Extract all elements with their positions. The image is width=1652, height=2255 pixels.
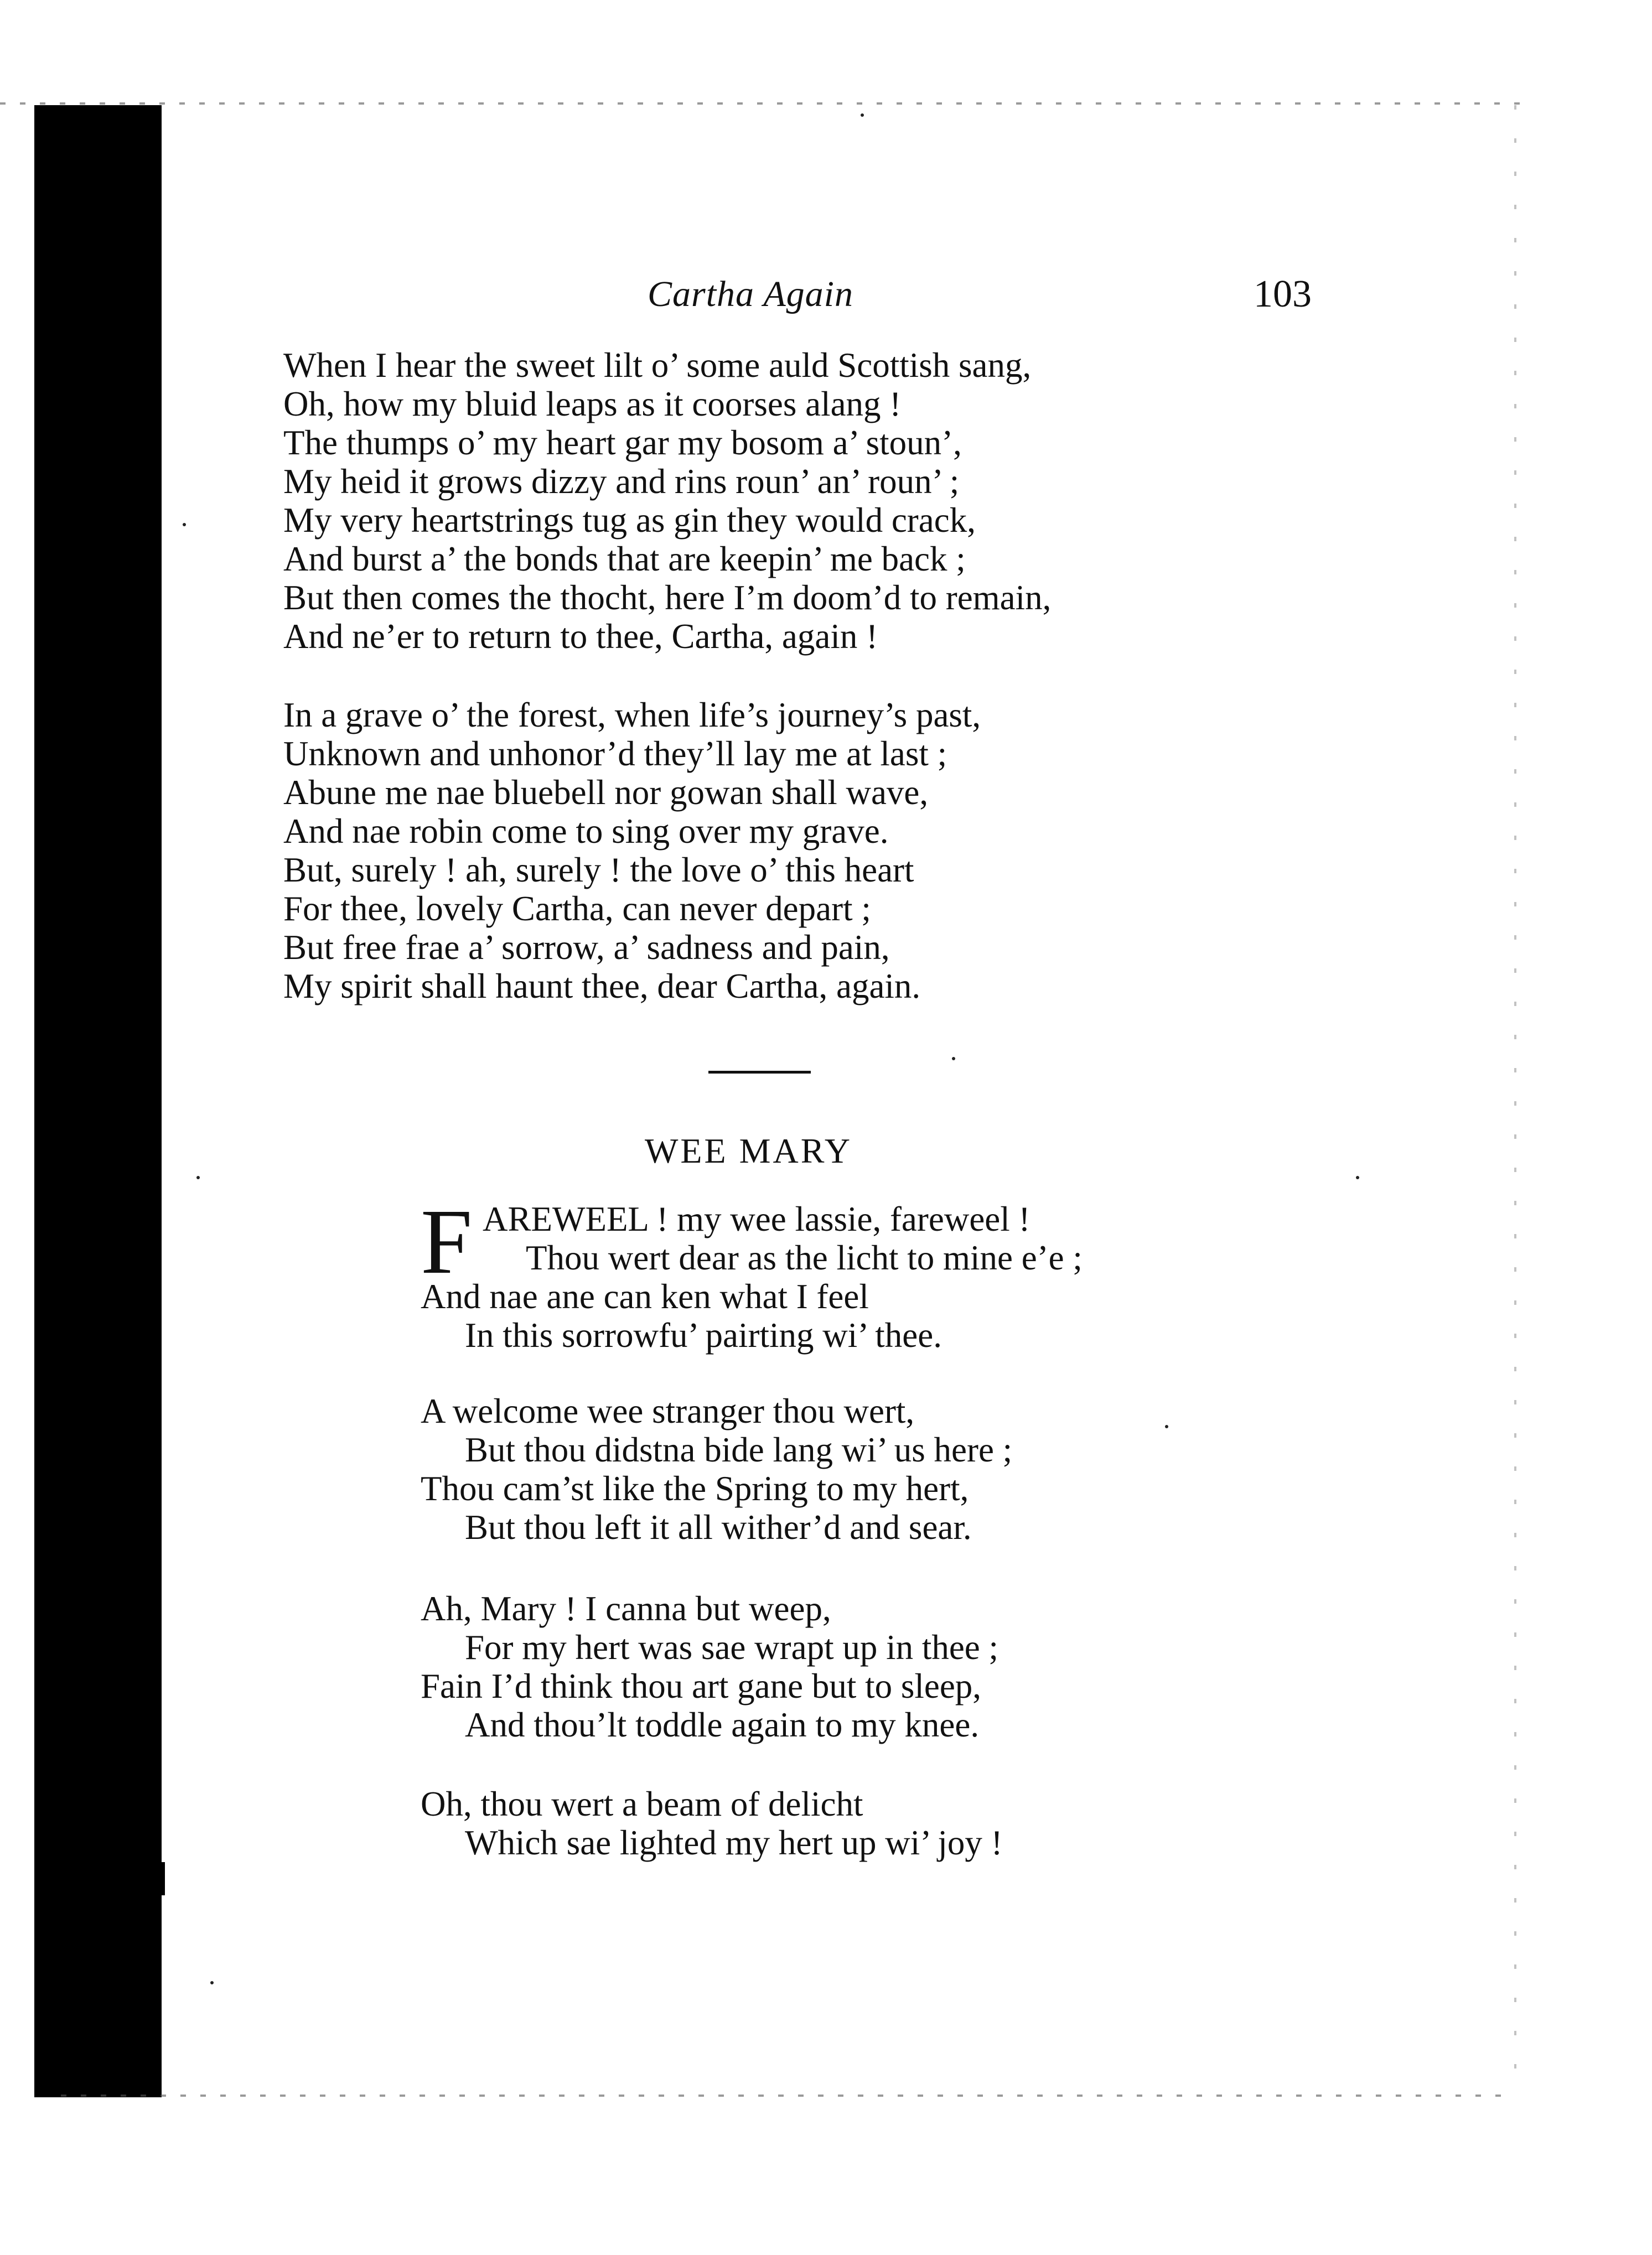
verse-line: My very heartstrings tug as gin they would crack, xyxy=(283,501,976,540)
verse-line: Thou wert dear as the licht to mine e’e ; xyxy=(526,1238,1083,1277)
scan-edge-top xyxy=(0,102,1527,105)
verse-line: My spirit shall haunt thee, dear Cartha, again. xyxy=(283,967,921,1005)
verse-line: Abune me nae bluebell nor gowan shall wave, xyxy=(283,773,929,812)
page-number: 103 xyxy=(1254,273,1312,315)
verse-line: Oh, how my bluid leaps as it coorses alang ! xyxy=(283,385,902,423)
verse-line: But then comes the thocht, here I’m doom’d to remain, xyxy=(283,578,1052,617)
verse-line: Fain I’d think thou art gane but to sleep, xyxy=(421,1667,982,1705)
verse-line: But, surely ! ah, surely ! the love o’ this heart xyxy=(283,851,914,889)
poem2-stanza-1-dropcap-lines xyxy=(483,1200,1083,1277)
scan-speck xyxy=(861,113,864,117)
poem-title: WEE MARY xyxy=(645,1131,853,1170)
scan-speck xyxy=(196,1176,200,1179)
verse-line: And nae robin come to sing over my grave. xyxy=(283,812,889,851)
running-title: Cartha Again xyxy=(648,274,854,314)
scan-speck xyxy=(952,1057,955,1060)
verse-line: The thumps o’ my heart gar my bosom a’ stoun’, xyxy=(283,423,962,462)
scan-speck xyxy=(210,1981,214,1984)
verse-line: And ne’er to return to thee, Cartha, again ! xyxy=(283,617,878,656)
verse-line: In a grave o’ the forest, when life’s journey’s past, xyxy=(283,696,981,734)
verse-line: And burst a’ the bonds that are keepin’ me back ; xyxy=(283,540,966,578)
verse-line: Which sae lighted my hert up wi’ joy ! xyxy=(465,1823,1003,1862)
poem1-stanza-2 xyxy=(283,696,981,1005)
verse-line: Ah, Mary ! I canna but weep, xyxy=(421,1589,831,1628)
drop-cap: F xyxy=(421,1190,473,1293)
poem2-stanza-3 xyxy=(421,1589,998,1744)
verse-line: For my hert was sae wrapt up in thee ; xyxy=(465,1628,999,1667)
verse-line: When I hear the sweet lilt o’ some auld Scottish sang, xyxy=(283,346,1032,385)
scan-edge-bottom xyxy=(61,2095,1511,2097)
verse-line: In this sorrowfu’ pairting wi’ thee. xyxy=(465,1316,942,1355)
binding-notch xyxy=(145,1862,165,1895)
scan-speck xyxy=(1165,1425,1168,1428)
scan-speck xyxy=(1356,1176,1359,1179)
verse-line: For thee, lovely Cartha, can never depart ; xyxy=(283,889,871,928)
scan-edge-right xyxy=(1514,105,1516,2092)
poem2-stanza-1 xyxy=(421,1277,942,1355)
section-divider xyxy=(708,1071,811,1074)
verse-line: And thou’lt toddle again to my knee. xyxy=(465,1705,980,1744)
verse-line: My heid it grows dizzy and rins roun’ an’ roun’ ; xyxy=(283,462,960,501)
verse-line: AREWEEL ! my wee lassie, fareweel ! xyxy=(483,1200,1030,1238)
verse-line: And nae ane can ken what I feel xyxy=(421,1277,869,1316)
verse-line: But thou left it all wither’d and sear. xyxy=(465,1508,972,1547)
verse-line: But free frae a’ sorrow, a’ sadness and pain, xyxy=(283,928,890,967)
verse-line: Thou cam’st like the Spring to my hert, xyxy=(421,1469,969,1508)
verse-line: But thou didstna bide lang wi’ us here ; xyxy=(465,1430,1013,1469)
poem2-stanza-4 xyxy=(421,1785,1003,1862)
scan-speck xyxy=(183,523,186,526)
poem2-stanza-2 xyxy=(421,1392,1012,1547)
poem1-stanza-1 xyxy=(283,346,1051,656)
verse-line: A welcome wee stranger thou wert, xyxy=(421,1392,915,1430)
binding-shadow xyxy=(34,105,162,2097)
verse-line: Oh, thou wert a beam of delicht xyxy=(421,1785,863,1823)
verse-line: Unknown and unhonor’d they’ll lay me at last ; xyxy=(283,734,947,773)
